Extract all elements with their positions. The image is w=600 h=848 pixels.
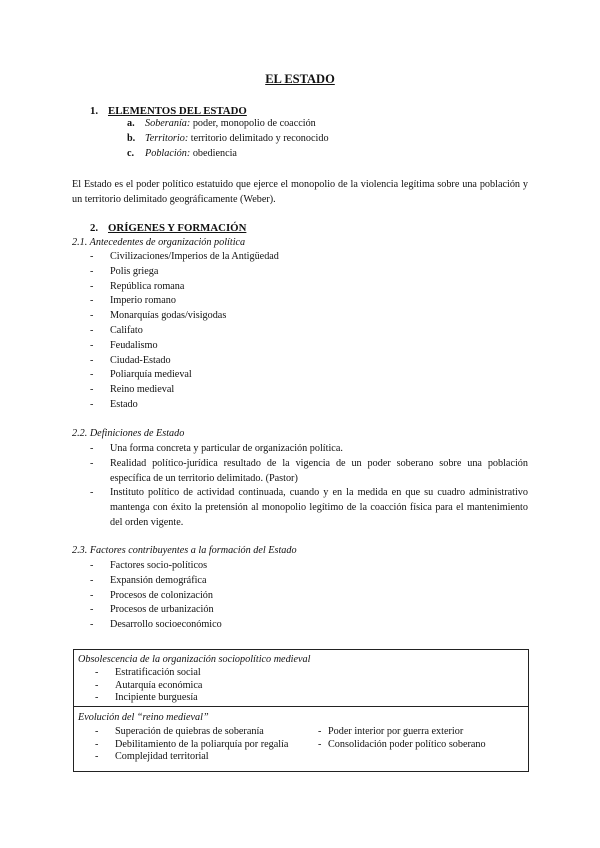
- list-item: a. Soberanía: poder, monopolio de coacción: [127, 118, 316, 129]
- definitions-list: [90, 442, 528, 531]
- list-item: - Feudalismo: [90, 339, 279, 354]
- list-item: - Procesos de colonización: [90, 589, 222, 604]
- evolution-list-left: [95, 726, 288, 764]
- list-item: - Imperio romano: [90, 294, 279, 309]
- section-number: 2.: [90, 222, 99, 234]
- list-item: - Estratificación social: [95, 667, 202, 680]
- box-section-obsolescence: [74, 650, 528, 706]
- obsolescence-list: [95, 667, 202, 705]
- list-item: - Ciudad-Estado: [90, 354, 279, 369]
- list-item: - Monarquías godas/visigodas: [90, 309, 279, 324]
- box-heading: Obsolescencia de la organización sociopolítico medieval: [78, 654, 311, 665]
- list-item: - Consolidación poder político soberano: [318, 739, 486, 752]
- subsection-2-1-heading: 2.1. Antecedentes de organización política: [72, 237, 246, 248]
- list-item: - Califato: [90, 324, 279, 339]
- list-item: - Realidad político-jurídica resultado de la vigencia de un poder soberano sobre una población específica de un territorio delimitado. (Pastor): [90, 457, 528, 487]
- evolution-list-right: [318, 726, 486, 751]
- section-2-heading: [90, 221, 246, 236]
- list-item: - Complejidad territorial: [95, 751, 288, 764]
- list-item: - Autarquía económica: [95, 680, 202, 693]
- elements-list: [127, 117, 329, 162]
- list-item: - Instituto político de actividad continuada, cuando y en la medida en que su cuadro administrativo mantenga con éxito la pretensión al monopolio legítimo de la coacción física para el mantenimiento del orden vigente.: [90, 486, 528, 530]
- factors-list: [90, 559, 222, 633]
- list-item: - Incipiente burguesía: [95, 692, 202, 705]
- list-item: b. Territorio: territorio delimitado y reconocido: [127, 133, 329, 144]
- section-number: 1.: [90, 105, 99, 117]
- list-item: - Civilizaciones/Imperios de la Antigüedad: [90, 250, 279, 265]
- list-item: - Reino medieval: [90, 383, 279, 398]
- list-item: - Expansión demográfica: [90, 574, 222, 589]
- list-item: - Superación de quiebras de soberanía: [95, 726, 288, 739]
- antecedents-list: [90, 250, 279, 413]
- list-item: - Polis griega: [90, 265, 279, 280]
- list-item: c. Población: obediencia: [127, 148, 237, 159]
- list-item: - República romana: [90, 280, 279, 295]
- section-title: ORÍGENES Y FORMACIÓN: [108, 222, 247, 234]
- list-item: - Poliarquía medieval: [90, 368, 279, 383]
- list-item: - Poder interior por guerra exterior: [318, 726, 486, 739]
- list-item: - Desarrollo socioeconómico: [90, 618, 222, 633]
- subsection-2-3-heading: 2.3. Factores contribuyentes a la formación del Estado: [72, 545, 297, 556]
- box-section-evolution: [74, 706, 528, 771]
- list-item: - Estado: [90, 398, 279, 413]
- list-item: - Una forma concreta y particular de organización política.: [90, 442, 528, 457]
- list-item: - Debilitamiento de la poliarquía por regalía: [95, 739, 288, 752]
- document-title: EL ESTADO: [265, 72, 335, 86]
- subsection-2-2-heading: 2.2. Definiciones de Estado: [72, 428, 185, 439]
- list-item: - Procesos de urbanización: [90, 603, 222, 618]
- box-heading: Evolución del “reino medieval”: [78, 712, 209, 723]
- definition-paragraph: El Estado es el poder político estatuido que ejerce el monopolio de la violencia legítima sobre una población y un territorio delimitado geográficamente (Weber).: [72, 179, 528, 205]
- section-title: ELEMENTOS DEL ESTADO: [108, 105, 247, 117]
- list-item: - Factores socio-políticos: [90, 559, 222, 574]
- summary-box: [73, 649, 529, 772]
